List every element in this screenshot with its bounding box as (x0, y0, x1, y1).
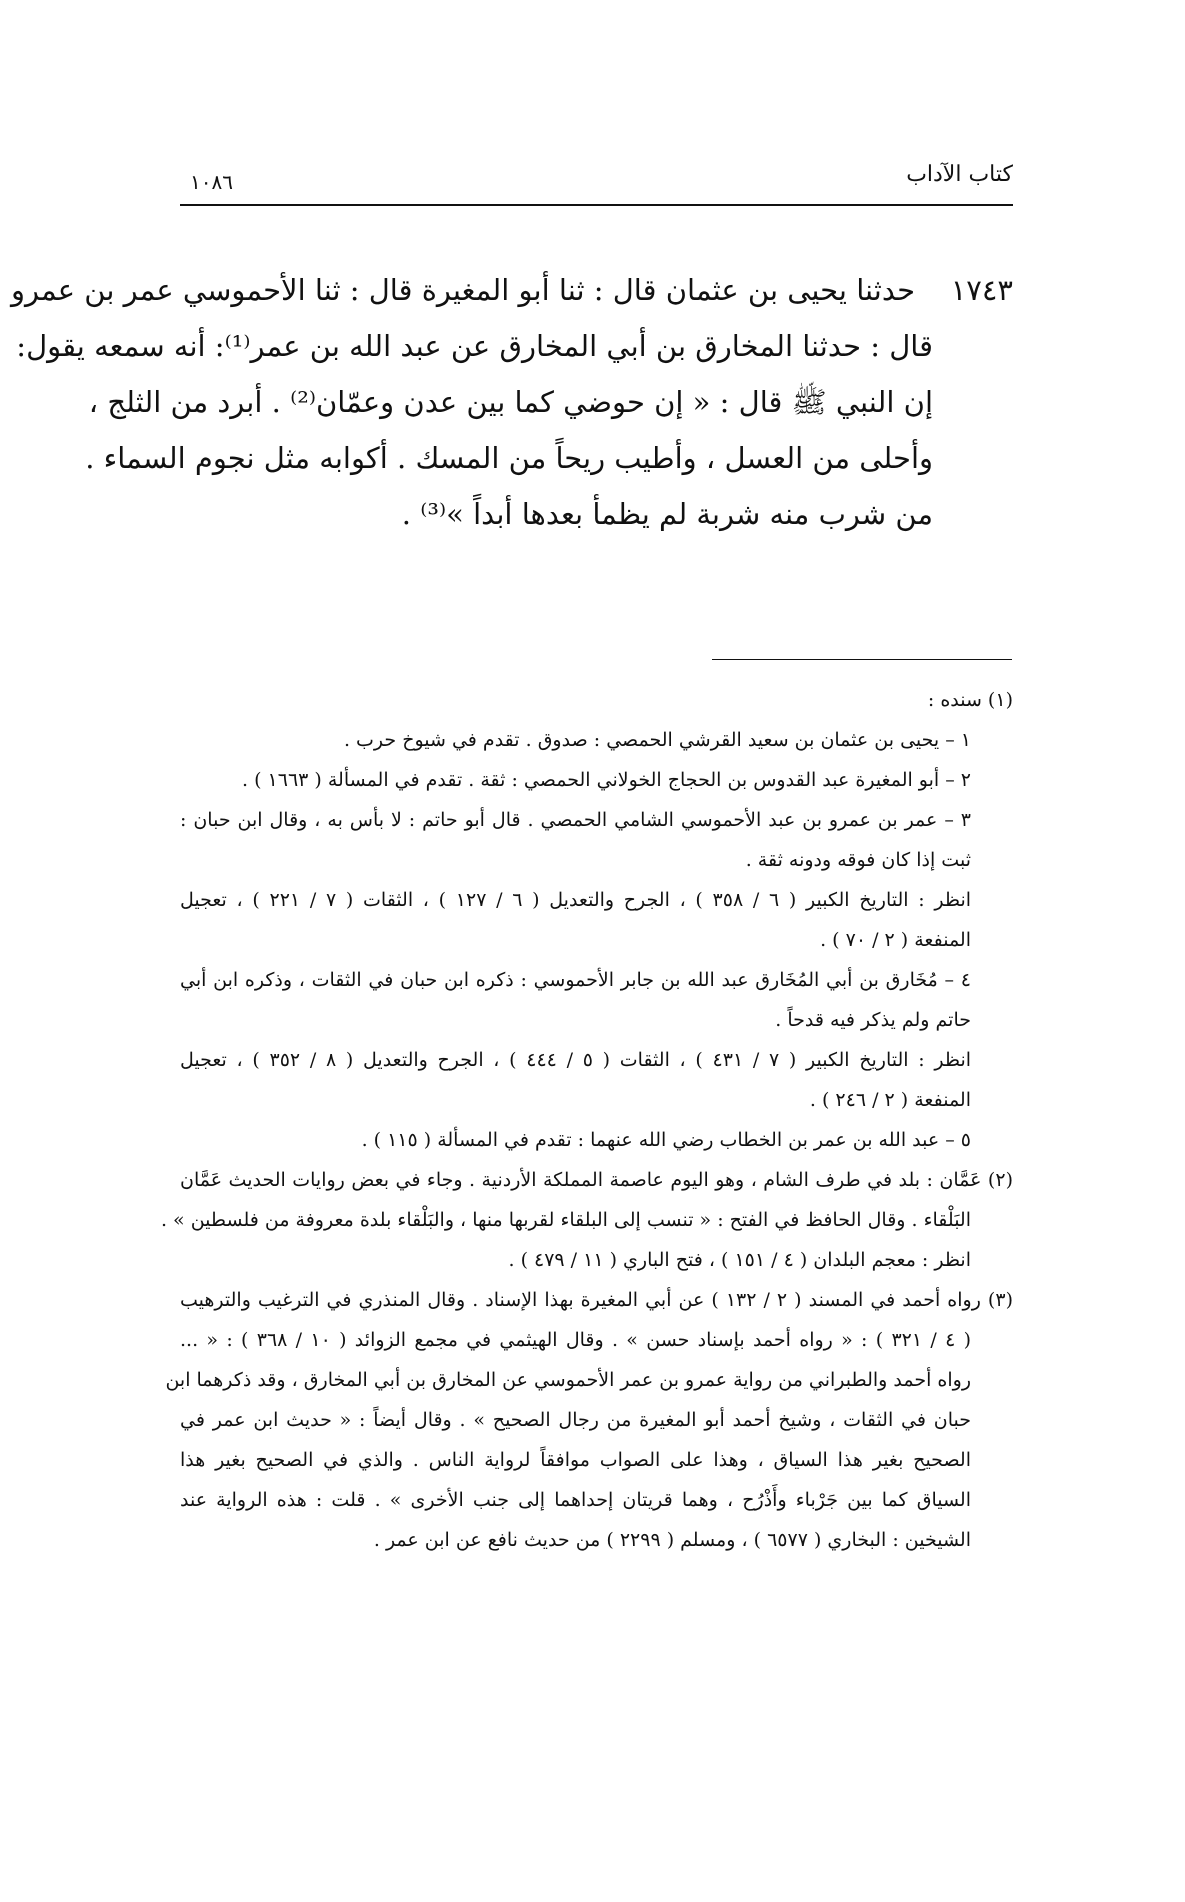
hadith-number: ١٧٤٣ (950, 273, 1013, 307)
footnote-line: الشيخين : البخاري ( ٦٥٧٧ ) ، ومسلم ( ٢٢٩٩ ) من حديث نافع عن ابن عمر . (373, 1529, 971, 1551)
footnote-line: ٣ – عمر بن عمرو بن عبد الأحموسي الشامي الحمصي . قال أبو حاتم : لا بأس به ، وقال ابن حبان : (180, 809, 971, 831)
footnote-line: ١ – يحيى بن عثمان بن سعيد القرشي الحمصي : صدوق . تقدم في شيوخ حرب . (343, 729, 971, 751)
hadith-line: وأحلى من العسل ، وأطيب ريحاً من المسك . أكوابه مثل نجوم السماء . (85, 441, 933, 475)
footnote-line: انظر : التاريخ الكبير ( ٧ / ٤٣١ ) ، الثقات ( ٥ / ٤٤٤ ) ، الجرح والتعديل ( ٨ / ٣٥٢ ) ، تعجيل (180, 1049, 972, 1071)
footnote-separator (712, 659, 1012, 660)
footnotes (160, 680, 1013, 1560)
footnote-line: ثبت إذا كان فوقه ودونه ثقة . (745, 849, 971, 871)
footnote-line: انظر : التاريخ الكبير ( ٦ / ٣٥٨ ) ، الجرح والتعديل ( ٦ / ١٢٧ ) ، الثقات ( ٧ / ٢٢١ ) ، تعجيل (180, 889, 972, 911)
page-number: ١٠٨٦ (190, 170, 233, 194)
footnote-line: انظر : معجم البلدان ( ٤ / ١٥١ ) ، فتح الباري ( ١١ / ٤٧٩ ) . (508, 1249, 971, 1271)
footnote-line: (٣) رواه أحمد في المسند ( ٢ / ١٣٢ ) عن أبي المغيرة بهذا الإسناد . وقال المنذري في الترغيب والترهيب (180, 1289, 1013, 1311)
footnote-line: ( ٤ / ٣٢١ ) : « رواه أحمد بإسناد حسن » . وقال الهيثمي في مجمع الزوائد ( ١٠ / ٣٦٨ ) : « ... (180, 1329, 972, 1351)
hadith-line: من شرب منه شربة لم يظمأ بعدها أبداً »⁽³⁾ . (401, 497, 933, 531)
footnote-line: ٢ – أبو المغيرة عبد القدوس بن الحجاج الخولاني الحمصي : ثقة . تقدم في المسألة ( ١٦٦٣ ) . (242, 769, 971, 791)
footnote-line: حاتم ولم يذكر فيه قدحاً . (775, 1009, 971, 1031)
hadith-line: إن النبي ﷺ قال : « إن حوضي كما بين عدن وعمّان⁽²⁾ . أبرد من الثلج ، (88, 385, 933, 419)
footnote-line: رواه أحمد والطبراني من رواية عمرو بن عمر الأحموسي عن المخارق بن أبي المخارق ، وقد ذكرهما ابن (165, 1369, 971, 1391)
footnote-line: المنفعة ( ٢ / ٢٤٦ ) . (809, 1089, 971, 1111)
book-title: كتاب الآداب (906, 162, 1013, 187)
footnote-line: حبان في الثقات ، وشيخ أحمد أبو المغيرة من رجال الصحيح » . وقال أيضاً : « حديث ابن عمر في (180, 1409, 971, 1431)
footnote-line: المنفعة ( ٢ / ٧٠ ) . (820, 929, 971, 951)
footnote-heading: (١) سنده : (927, 689, 1013, 711)
hadith-line: قال : حدثنا المخارق بن أبي المخارق عن عبد الله بن عمر⁽¹⁾: أنه سمعه يقول: (16, 329, 933, 363)
footnote-line: الصحيح بغير هذا السياق ، وهذا على الصواب موافقاً لرواية الناس . والذي في الصحيح بغير هذا (180, 1449, 971, 1471)
hadith-line: حدثنا يحيى بن عثمان قال : ثنا أبو المغيرة قال : ثنا الأحموسي عمر بن عمرو (10, 273, 915, 307)
footnote-line: ٥ – عبد الله بن عمر بن الخطاب رضي الله عنهما : تقدم في المسألة ( ١١٥ ) . (361, 1129, 971, 1151)
footnote-line: (٢) عَمَّان : بلد في طرف الشام ، وهو اليوم عاصمة المملكة الأردنية . وجاء في بعض روايات الحديث عَمَّان (180, 1169, 1013, 1191)
footnote-line: السياق كما بين جَرْباء وأَذْرُح ، وهما قريتان إحداهما إلى جنب الأخرى » . قلت : هذه الرواية عند (180, 1489, 971, 1511)
running-header (180, 160, 1013, 206)
hadith-text (10, 262, 1013, 542)
footnote-line: البَلْقاء . وقال الحافظ في الفتح : « تنسب إلى البلقاء لقربها منها ، والبَلْقاء بلدة معروفة من فلسطين » . (160, 1209, 971, 1231)
footnote-line: ٤ – مُخَارق بن أبي المُخَارق عبد الله بن جابر الأحموسي : ذكره ابن حبان في الثقات ، وذكره ابن أبي (180, 969, 971, 991)
